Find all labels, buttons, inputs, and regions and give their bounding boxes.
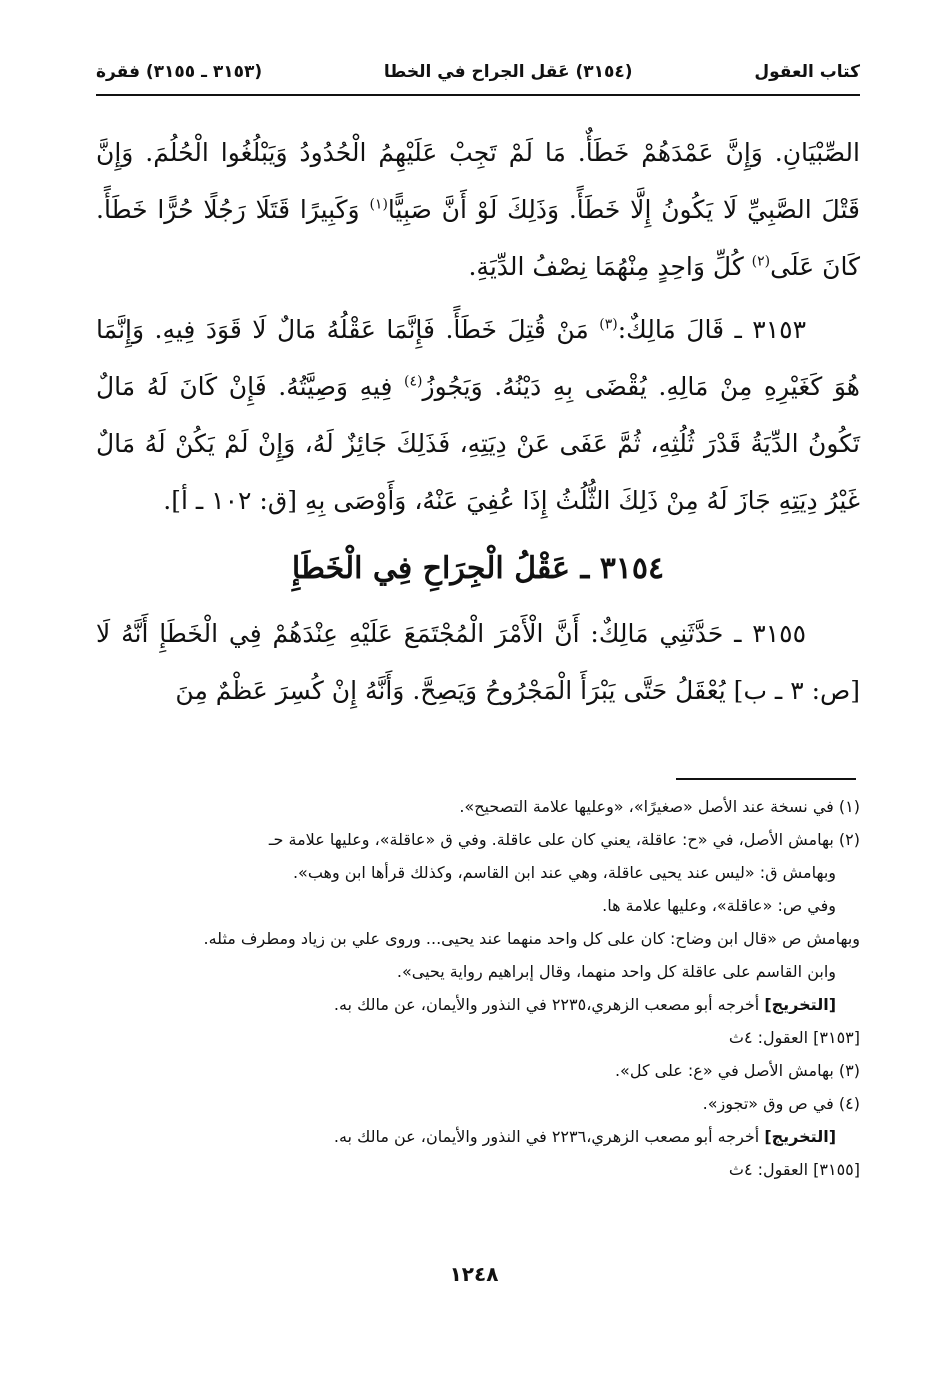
- footnote-ref-4[interactable]: (٤): [404, 373, 423, 390]
- footnote-2-cont: وبهامش ق: «ليس عند يحيى عاقلة، وهي عند ابن القاسم، وكذلك قرأها ابن وهب».: [292, 863, 836, 882]
- section-heading-3154: ٣١٥٤ ـ عَقْلُ الْجِرَاحِ فِي الْخَطَإِ: [291, 551, 665, 586]
- paragraph-3155: ٣١٥٥ ـ حَدَّثَنِي مَالِكٌ: أَنَّ الْأَمْرَ الْمُجْتَمَعَ عَلَيْهِ عِنْدَهُمْ فِي الْخَطَإِ أَنَّهُ لَا [ص: ٣ ـ ب] يُعْقَلُ حَتَّى يَبْرَأَ الْمَجْرُوحُ وَيَصِحَّ. وَأَنَّهُ إِنْ كُسِرَ عَظْمٌ مِنَ: [96, 619, 860, 705]
- text-run: الصِّبْيَانِ. وَإِنَّ عَمْدَهُمْ خَطَأٌ. مَا لَمْ تَجِبْ عَلَيْهِمُ الْحُدُودُ وَيَبْلُغُوا الْحُلُمَ. وَإِنَّ قَتْلَ الصَّبِيِّ لَا يَكُونُ إِلَّا خَطَأً. وَذَلِكَ لَوْ أَنَّ صَبِيًّا: [96, 138, 860, 224]
- paragraph-continuation: [96, 124, 860, 295]
- takhrij-text: أخرجه أبو مصعب الزهري،٢٢٣٦ في النذور والأيمان، عن مالك به.: [333, 1127, 765, 1146]
- text-run: فِيهِ وَصِيَّتُهُ. فَإِنْ كَانَ لَهُ مَالٌ تَكُونُ الدِّيَةُ قَدْرَ ثُلُثِهِ، ثُمَّ عَفَى عَنْ دِيَتِهِ، فَذَلِكَ جَائِزٌ لَهُ، وَإِنْ لَمْ يَكُنْ لَهُ مَالٌ غَيْرُ دِيَتِهِ جَازَ لَهُ مِنْ ذَلِكَ الثُّلُثُ إِذَا عُفِيَ عَنْهُ، وَأَوْصَى بِهِ [ق: ١٠٢ ـ أ].: [96, 372, 860, 515]
- header-book-title: كتاب العقول: [754, 62, 860, 82]
- footnote-1: (١) في نسخة عند الأصل «صغيرًا»، «وعليها علامة التصحيح».: [459, 797, 860, 816]
- footnotes: [86, 790, 860, 1186]
- takhrij-label: [التخريج]: [764, 995, 836, 1014]
- takhrij-label: [التخريج]: [764, 1127, 836, 1146]
- footnote-2-cont: وبهامش ص «قال ابن وضاح: كان على كل واحد منهما عند يحيى... وروى علي بن زياد ومطرف مثله.: [203, 929, 860, 948]
- page-number: ١٢٤٨: [449, 1262, 499, 1286]
- paragraph-3153: [96, 301, 860, 529]
- reference-3153: [٣١٥٣] العقول: ٤ث: [728, 1028, 860, 1047]
- footnote-2-cont: وابن القاسم على عاقلة كل واحد منهما، وقال إبراهيم رواية يحيى».: [396, 962, 836, 981]
- footnote-2: (٢) بهامش الأصل، في «ح: عاقلة، يعني كان على عاقلة. وفي ق «عاقلة»، وعليها علامة حـ: [268, 830, 860, 849]
- footnote-ref-1[interactable]: (١): [369, 196, 388, 213]
- header-chapter-title: (٣١٥٤) عَقل الجراح في الخطا: [383, 62, 633, 82]
- text-run: مَنْ قُتِلَ خَطَأً. فَإِنَّمَا عَقْلُهُ مَالٌ لَا قَوَدَ فِيهِ. وَإِنَّمَا هُوَ كَغَيْرِهِ مِنْ مَالِهِ. يُقْضَى بِهِ دَيْنُهُ. وَيَجُوزُ: [96, 315, 860, 401]
- takhrij-3155: [86, 1120, 860, 1153]
- header-paragraph-range: (٣١٥٣ ـ ٣١٥٥) فقرة: [96, 62, 263, 82]
- text-run: كُلِّ وَاحِدٍ مِنْهُمَا نِصْفُ الدِّيَةِ.: [468, 252, 752, 281]
- running-header: [96, 52, 860, 92]
- main-text: [96, 124, 860, 725]
- footnote-3: (٣) بهامش الأصل في «ع: على كل».: [614, 1061, 860, 1080]
- footnote-4: (٤) في ص وق «تجوز».: [702, 1094, 860, 1113]
- takhrij-text: أخرجه أبو مصعب الزهري،٢٢٣٥ في النذور والأيمان، عن مالك به.: [333, 995, 765, 1014]
- footnote-ref-2[interactable]: (٢): [751, 253, 771, 270]
- text-run: ٣١٥٣ ـ قَالَ مَالِكٌ:: [617, 315, 807, 344]
- footnote-ref-3[interactable]: (٣): [599, 316, 618, 333]
- text-run: وَكَبِيرًا قَتَلَا رَجُلًا حُرًّا خَطَأً. كَانَ عَلَى: [96, 195, 860, 281]
- footnotes-divider: [676, 778, 856, 780]
- takhrij-3153: [86, 988, 860, 1021]
- reference-3155: [٣١٥٥] العقول: ٤ث: [728, 1160, 860, 1179]
- footnote-2-cont: وفي ص: «عاقلة»، وعليها علامة ها.: [602, 896, 836, 915]
- header-divider: [96, 94, 860, 96]
